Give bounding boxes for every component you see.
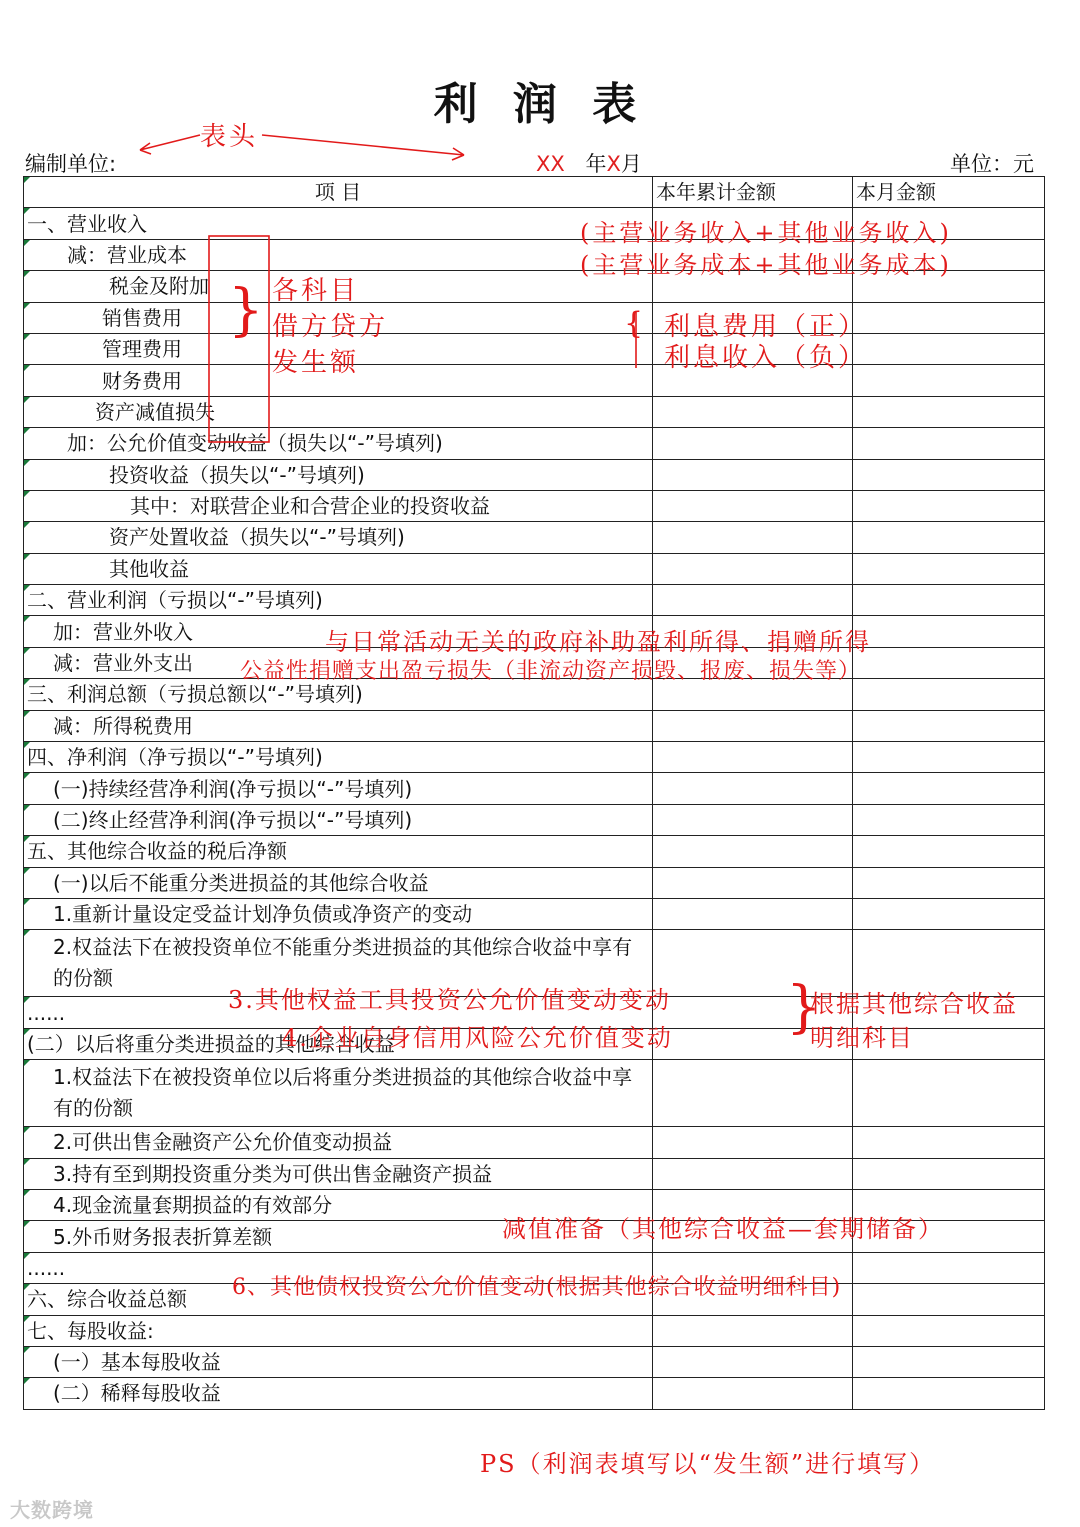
ytd-amount-cell[interactable] — [653, 1158, 853, 1189]
row-item-label: 加：营业外收入 — [24, 616, 653, 647]
annotation-interest-income: 利息收入（负） — [664, 343, 868, 373]
month-amount-cell[interactable] — [853, 1284, 1045, 1315]
table-row — [24, 773, 1045, 804]
row-item-label: 减：营业成本 — [24, 239, 653, 270]
row-item-label: 减：所得税费用 — [24, 710, 653, 741]
row-item-label: (一)持续经营净利润(净亏损以“-”号填列) — [24, 773, 653, 804]
brace-accounts: } — [228, 278, 264, 343]
row-item-label: 管理费用 — [24, 333, 653, 364]
ytd-amount-cell[interactable] — [653, 396, 853, 427]
row-item-label: 税金及附加 — [24, 271, 653, 302]
month-amount-cell[interactable] — [853, 490, 1045, 521]
row-item-label: 4.现金流量套期损益的有效部分 — [24, 1189, 653, 1220]
annotation-accounts-2: 借方贷方 — [272, 312, 389, 342]
ytd-amount-cell[interactable] — [653, 428, 853, 459]
row-item-label: 四、净利润（净亏损以“-”号填列) — [24, 742, 653, 773]
month-amount-cell[interactable] — [853, 1346, 1045, 1377]
row-item-label: (二）稀释每股收益 — [24, 1378, 653, 1409]
annotation-accounts-1: 各科目 — [272, 276, 360, 306]
month-amount-cell[interactable] — [853, 553, 1045, 584]
ytd-amount-cell[interactable] — [653, 867, 853, 898]
row-item-label: (一）基本每股收益 — [24, 1346, 653, 1377]
preparer-label: 编制单位: — [25, 152, 117, 176]
watermark: 大数跨境 — [10, 1498, 94, 1522]
brace-interest: { — [624, 306, 644, 341]
table-row — [24, 365, 1045, 396]
month-amount-cell[interactable] — [853, 459, 1045, 490]
month-amount-cell[interactable] — [853, 1060, 1045, 1127]
month-amount-cell[interactable] — [853, 1252, 1045, 1283]
month-amount-cell[interactable] — [853, 396, 1045, 427]
table-row — [24, 428, 1045, 459]
table-row — [24, 898, 1045, 929]
header-row — [24, 177, 1045, 208]
table-row — [24, 1315, 1045, 1346]
table-row — [24, 804, 1045, 835]
annotation-non-op-expense: 公益性捐赠支出盈亏损失（非流动资产损毁、报废、损失等） — [240, 659, 862, 684]
month-amount-cell[interactable] — [853, 1315, 1045, 1346]
annotation-revenue: (主营业务收入+其他业务收入) — [580, 219, 952, 247]
row-item-label: 1.重新计量设定受益计划净负债或净资产的变动 — [24, 898, 653, 929]
month-amount-cell[interactable] — [853, 742, 1045, 773]
row-item-label: 其他收益 — [24, 553, 653, 584]
ytd-amount-cell[interactable] — [653, 898, 853, 929]
month-amount-cell[interactable] — [853, 647, 1045, 678]
row-item-label: 二、营业利润（亏损以“-”号填列) — [24, 585, 653, 616]
table-row — [24, 396, 1045, 427]
annotation-ps: PS（利润表填写以“发生额”进行填写） — [480, 1450, 936, 1478]
annotation-oci-4: 4.企业自身信用风险公允价值变动 — [282, 1024, 673, 1052]
annotation-other-debt: 6、其他债权投资公允价值变动(根据其他综合收益明细科目) — [232, 1275, 842, 1300]
row-item-label: 财务费用 — [24, 365, 653, 396]
month-amount-cell[interactable] — [853, 804, 1045, 835]
ytd-amount-cell[interactable] — [653, 1378, 853, 1409]
ytd-amount-cell[interactable] — [653, 710, 853, 741]
ytd-amount-cell[interactable] — [653, 836, 853, 867]
col-header-item: 项 目 — [24, 177, 653, 208]
currency-label: 单位：元 — [950, 152, 1034, 176]
annotation-oci-3: 3.其他权益工具投资公允价值变动变动 — [228, 986, 671, 1014]
row-item-label: 一、营业收入 — [24, 208, 653, 239]
month-amount-cell[interactable] — [853, 585, 1045, 616]
month-label: 月 — [620, 152, 642, 176]
month-amount-cell[interactable] — [853, 428, 1045, 459]
row-item-label: 减：营业外支出 — [24, 647, 653, 678]
row-item-label: 3.持有至到期投资重分类为可供出售金融资产损益 — [24, 1158, 653, 1189]
month-amount-cell[interactable] — [853, 773, 1045, 804]
table-row — [24, 333, 1045, 364]
month-amount-cell[interactable] — [853, 836, 1045, 867]
row-item-label: 五、其他综合收益的税后净额 — [24, 836, 653, 867]
row-item-label: 1.权益法下在被投资单位以后将重分类进损益的其他综合收益中享有的份额 — [24, 1060, 653, 1127]
annotation-oci-note-2: 明细科目 — [810, 1024, 914, 1052]
table-row — [24, 1378, 1045, 1409]
ytd-amount-cell[interactable] — [653, 1315, 853, 1346]
month-amount-cell[interactable] — [853, 1127, 1045, 1158]
table-row — [24, 522, 1045, 553]
table-row — [24, 490, 1045, 521]
table-row — [24, 585, 1045, 616]
ytd-amount-cell[interactable] — [653, 1127, 853, 1158]
table-row — [24, 459, 1045, 490]
month-amount-cell[interactable] — [853, 867, 1045, 898]
annotation-non-op-income: 与日常活动无关的政府补助盈利所得、捐赠所得 — [325, 628, 871, 656]
row-item-label: 销售费用 — [24, 302, 653, 333]
month-amount-cell[interactable] — [853, 365, 1045, 396]
month-amount-cell[interactable] — [853, 710, 1045, 741]
table-row — [24, 742, 1045, 773]
row-item-label: 加：公允价值变动收益（损失以“-”号填列) — [24, 428, 653, 459]
row-item-label: (二）以后将重分类进损益的其他综合收益 — [24, 1028, 653, 1059]
ytd-amount-cell[interactable] — [653, 459, 853, 490]
month-amount-cell[interactable] — [853, 1378, 1045, 1409]
brace-oci: } — [786, 975, 822, 1040]
row-item-label: 2.可供出售金融资产公允价值变动损益 — [24, 1127, 653, 1158]
period-month-mark: X — [606, 152, 621, 176]
row-item-label: 资产减值损失 — [24, 396, 653, 427]
ytd-amount-cell[interactable] — [653, 585, 853, 616]
annotation-accounts-3: 发生额 — [272, 348, 360, 378]
annotation-cost: (主营业务成本+其他业务成本) — [580, 251, 952, 279]
table-row — [24, 1158, 1045, 1189]
table-row — [24, 302, 1045, 333]
table-row — [24, 1346, 1045, 1377]
row-item-label: 其中：对联营企业和合营企业的投资收益 — [24, 490, 653, 521]
period-year-mark: XX — [536, 152, 565, 176]
annotation-interest-expense: 利息费用（正） — [664, 312, 868, 342]
table-row — [24, 710, 1045, 741]
row-item-label: 七、每股收益: — [24, 1315, 653, 1346]
row-item-label: (一)以后不能重分类进损益的其他综合收益 — [24, 867, 653, 898]
ytd-amount-cell[interactable] — [653, 804, 853, 835]
ytd-amount-cell[interactable] — [653, 553, 853, 584]
ytd-amount-cell[interactable] — [653, 1060, 853, 1127]
row-item-label: ...... — [24, 997, 653, 1028]
ytd-amount-cell[interactable] — [653, 522, 853, 553]
row-item-label: (二)终止经营净利润(净亏损以“-”号填列) — [24, 804, 653, 835]
period-line — [536, 148, 666, 178]
col-header-month: 本月金额 — [853, 177, 1045, 208]
row-item-label: 六、综合收益总额 — [24, 1284, 653, 1315]
month-amount-cell[interactable] — [853, 522, 1045, 553]
row-item-label: 资产处置收益（损失以“-”号填列) — [24, 522, 653, 553]
month-amount-cell[interactable] — [853, 1158, 1045, 1189]
table-row — [24, 1127, 1045, 1158]
month-amount-cell[interactable] — [853, 616, 1045, 647]
col-header-ytd: 本年累计金额 — [653, 177, 853, 208]
annotation-impairment: 减值准备（其他综合收益—套期储备） — [502, 1215, 944, 1243]
month-amount-cell[interactable] — [853, 898, 1045, 929]
annotation-table-head: 表头 — [200, 122, 259, 152]
ytd-amount-cell[interactable] — [653, 742, 853, 773]
row-item-label: ...... — [24, 1252, 653, 1283]
page-title: 利 润 表 — [433, 79, 647, 130]
row-item-label: 三、利润总额（亏损总额以“-”号填列) — [24, 679, 653, 710]
ytd-amount-cell[interactable] — [653, 773, 853, 804]
year-label: 年 — [585, 152, 607, 176]
row-item-label: 5.外币财务报表折算差额 — [24, 1221, 653, 1252]
table-row — [24, 553, 1045, 584]
month-amount-cell[interactable] — [853, 333, 1045, 364]
annotation-oci-note-1: 根据其他综合收益 — [810, 990, 1018, 1018]
row-item-label: 2.权益法下在被投资单位不能重分类进损益的其他综合收益中享有的份额 — [24, 930, 653, 997]
ytd-amount-cell[interactable] — [653, 1346, 853, 1377]
row-item-label: 投资收益（损失以“-”号填列) — [24, 459, 653, 490]
table-row — [24, 836, 1045, 867]
month-amount-cell[interactable] — [853, 302, 1045, 333]
table-row — [24, 1060, 1045, 1127]
ytd-amount-cell[interactable] — [653, 490, 853, 521]
month-amount-cell[interactable] — [853, 679, 1045, 710]
table-row — [24, 867, 1045, 898]
